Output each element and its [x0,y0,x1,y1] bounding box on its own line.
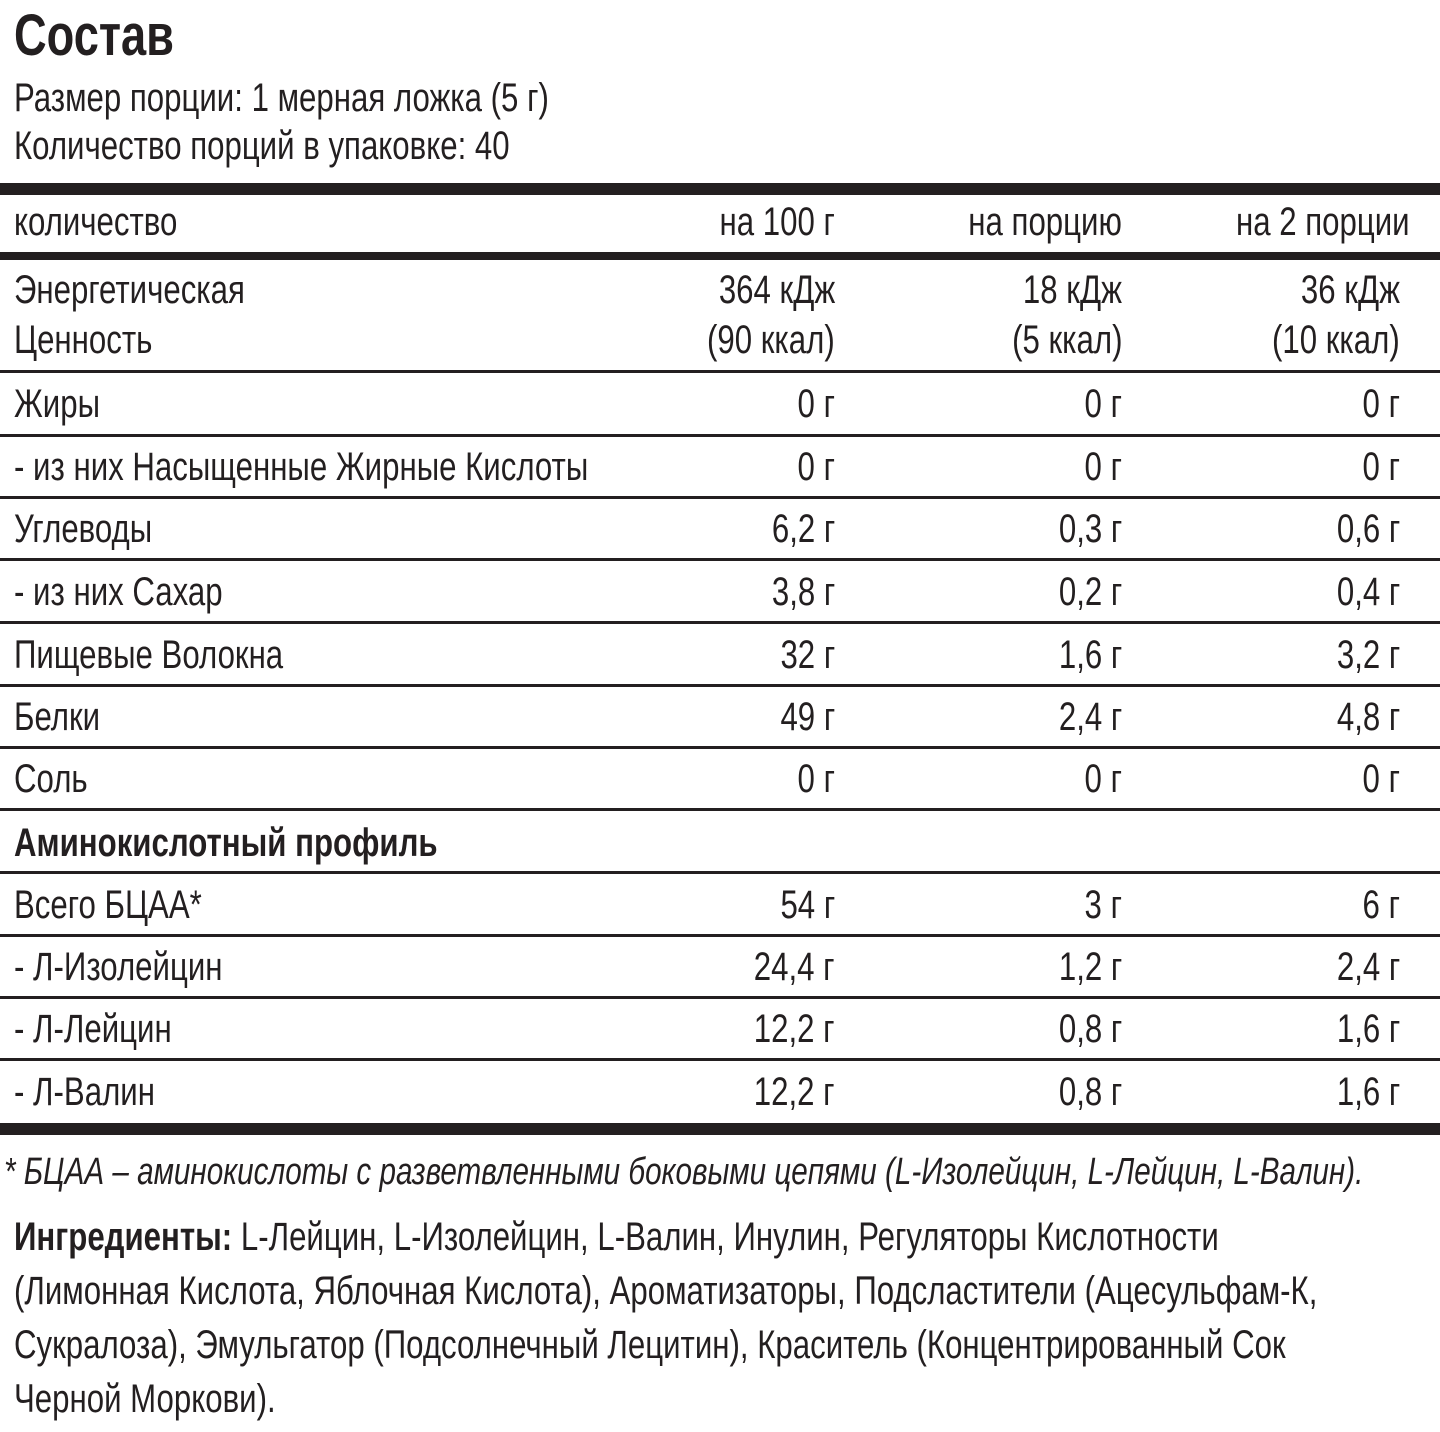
row-per2: 0 г [1362,757,1400,801]
row-per100: 3,8 г [771,570,835,614]
row-divider [0,558,1440,561]
servings-per-package-text: Количество порций в упаковке: 40 [14,124,510,168]
energy-per2-kcal: (10 ккал) [1272,318,1400,362]
row-per100: 24,4 г [754,945,835,989]
row-per2: 0,6 г [1336,507,1400,551]
row-label: Всего БЦАА* [14,883,202,927]
row-label: - Л-Валин [14,1070,155,1114]
row-per2: 4,8 г [1336,695,1400,739]
row-label: - из них Насыщенные Жирные Кислоты [14,445,589,489]
table-top-rule [0,183,1440,195]
energy-per-serving-kcal: (5 ккал) [1011,318,1122,362]
energy-per-serving-kj: 18 кДж [1022,268,1122,312]
title-text: Состав [14,3,174,68]
row-per-serving: 0 г [1084,382,1122,426]
servings-per-package [14,122,649,170]
row-per-serving: 1,6 г [1058,633,1122,677]
row-divider [0,684,1440,687]
row-per2: 0 г [1362,382,1400,426]
row-per-serving: 0 г [1084,757,1122,801]
row-label: - из них Сахар [14,570,223,614]
row-per-serving: 0,8 г [1058,1007,1122,1051]
row-per-serving: 0,8 г [1058,1070,1122,1114]
row-divider [0,996,1440,999]
row-label: - Л-Изолейцин [14,945,223,989]
row-per100: 54 г [780,883,835,927]
row-per-serving: 0 г [1084,445,1122,489]
row-per100: 0 г [797,382,835,426]
column-header-per-2-servings: на 2 порции [1236,200,1410,244]
row-per2: 3,2 г [1336,633,1400,677]
row-divider [0,746,1440,749]
row-divider [0,621,1440,624]
row-per2: 0 г [1362,445,1400,489]
serving-size-text: Размер порции: 1 мерная ложка (5 г) [14,76,549,120]
energy-per2-kj: 36 кДж [1300,268,1400,312]
row-per100: 0 г [797,757,835,801]
footnote-text: * БЦАА – аминокислоты с разветвленными боковыми цепями (L-Изолейцин, L-Лейцин, L-Валин). [4,1151,1364,1193]
row-label: Жиры [14,382,101,426]
row-per2: 1,6 г [1336,1070,1400,1114]
row-per100: 6,2 г [771,507,835,551]
ingredients-text: L-Лейцин, L-Изолейцин, L-Валин, Инулин, Регуляторы Кислотности (Лимонная Кислота, Яблочная Кислота), Ароматизаторы, Подсластители (Ацесульфам-К, Сукралоза), Эмульгатор (Подсолнечный Лецитин), Краситель (Концентрированный Сок Черной Моркови). [14,1215,1318,1421]
amino-section-label: Аминокислотный профиль [14,821,438,865]
serving-size [14,74,700,122]
row-per-serving: 2,4 г [1058,695,1122,739]
row-label: Белки [14,695,101,739]
row-per2: 2,4 г [1336,945,1400,989]
row-per100: 12,2 г [754,1007,835,1051]
row-divider [0,496,1440,499]
row-per-serving: 3 г [1084,883,1122,927]
row-label: Углеводы [14,507,153,551]
column-header-per-serving: на порцию [968,200,1122,244]
energy-label-line1: Энергетическая [14,268,245,312]
row-per2: 1,6 г [1336,1007,1400,1051]
energy-label-line2: Ценность [14,318,153,362]
row-divider [0,934,1440,937]
table-bottom-rule [0,1123,1440,1135]
row-per100: 49 г [780,695,835,739]
footnote [4,1146,1440,1198]
row-per100: 12,2 г [754,1070,835,1114]
page-title [14,0,219,72]
energy-per100-kcal: (90 ккал) [707,318,835,362]
row-divider [0,808,1440,811]
ingredients [14,1210,1332,1426]
row-label: Соль [14,757,88,801]
energy-per100-kj: 364 кДж [718,268,835,312]
row-per100: 32 г [780,633,835,677]
row-per2: 6 г [1362,883,1400,927]
row-per100: 0 г [797,445,835,489]
row-per-serving: 0,2 г [1058,570,1122,614]
row-divider [0,370,1440,373]
row-per-serving: 0,3 г [1058,507,1122,551]
row-label: - Л-Лейцин [14,1007,172,1051]
row-per-serving: 1,2 г [1058,945,1122,989]
header-divider [0,252,1440,260]
row-label: Пищевые Волокна [14,633,284,677]
row-divider [0,871,1440,874]
row-divider [0,1058,1440,1061]
ingredients-label: Ингредиенты: [14,1215,233,1259]
column-header-per-100g: на 100 г [719,200,835,244]
column-header-quantity: количество [14,200,178,244]
row-per2: 0,4 г [1336,570,1400,614]
row-divider [0,434,1440,437]
